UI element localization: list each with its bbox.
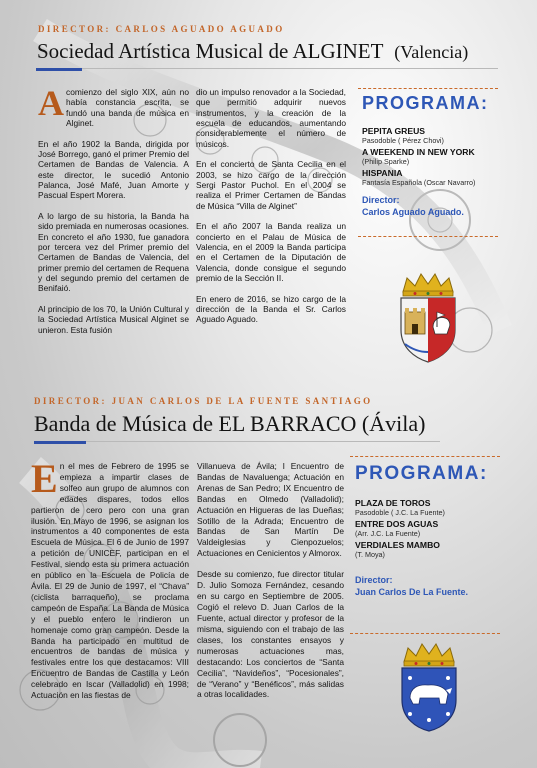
program-item: A WEEKEND IN NEW YORK (Philip Sparke) bbox=[362, 147, 475, 166]
section2-col2-para: Villanueva de Ávila; I Encuentro de Bandas de Navaluenga; Actuación en Arenas de San Pedro; IX Encuentro de Bandas en Olmedo (Valladolid); Actuación en Higueras de las Dueñas; Sotillo de la Adrada; Encuentro de Bandas de San Martín De Valdeiglesias y Cienpozuelos; Actuaciones en Cenicientos y Almorox. bbox=[197, 461, 344, 559]
section2-dropcap: E bbox=[31, 456, 58, 501]
section1-title-rule bbox=[36, 68, 498, 69]
section2-column-2 bbox=[197, 461, 344, 700]
section1-blue-accent bbox=[36, 68, 82, 71]
section1-col2-para: dio un impulso renovador a la Sociedad, que permitió adquirir nuevos instrumentos, y la creación de la escuela de educandos, aumentando considerablemente el número de músicos. bbox=[196, 87, 346, 149]
section1-program bbox=[362, 93, 502, 218]
section1-program-top-divider bbox=[358, 88, 498, 89]
section1-title bbox=[37, 39, 468, 64]
section1-director-line: DIRECTOR: CARLOS AGUADO AGUADO bbox=[38, 24, 285, 34]
section2-col2-para: Desde su comienzo, fue director titular D. Julio Somoza Fernández, cesando en su cargo en Septiembre de 2005. Cogió el relevo D. Juan Carlos de la Fuente, actual director y profesor de la misma, siguiendo con el trabajo de las clases, los constantes ensayos y numerosas actuaciones mas, destacando: Los conciertos de “Santa Cecilia”, “Navideños”, “Pocesionales”, de “Verano” y “Benéficos”, más salidas a otras localidades. bbox=[197, 569, 344, 700]
section1-col1-para: En el año 1902 la Banda, dirigida por José Borrego, ganó el primer Premio del Certamen de Bandas de Valencia. A este director, le sucedió Antonio Palanca, José Mafé, Juan Amorte y Pascual Espert Morera. bbox=[38, 138, 189, 201]
section1-col2-para: En enero de 2016, se hizo cargo de la dirección de la Banda el Sr. Carlos Aguado Aguado. bbox=[196, 293, 346, 325]
section1-col1-para: Al principio de los 70, la Unión Cultural y la Sociedad Artística Musical Alginet se unieron. Esta fusión bbox=[38, 304, 189, 335]
section2-program bbox=[355, 463, 505, 598]
section1-region: (Valencia) bbox=[394, 42, 469, 62]
program-item: VERDIALES MAMBO (T. Moya) bbox=[355, 540, 440, 559]
section1-dropcap: A bbox=[38, 83, 64, 123]
section2-title: Banda de Música de EL BARRACO (Ávila) bbox=[34, 411, 426, 436]
section1-col1-para: A lo largo de su historia, la Banda ha sido premiada en numerosas ocasiones. En concreto el año 1930, fue ganadora por tercera vez del Primer premio del Certamen de Bandas de Valencia, del primer premio del certamen de Requena y del segundo premio del certamen de Benifaió. bbox=[38, 211, 189, 294]
section1-col2-para: En el concierto de Santa Cecilia en el 2003, se hizo cargo de la dirección Sergi Pastor Puchol. En el 2004 se realiza el Primer Certamen de Bandas de Música “Villa de Alginet” bbox=[196, 159, 346, 211]
section1-column-1 bbox=[38, 83, 189, 335]
section1-col1-para: Acomienzo del siglo XIX, aún no había constancia escrita, se fundó una banda de música en Alginet. bbox=[38, 83, 189, 129]
section1-program-director: Director: Carlos Aguado Aguado. bbox=[362, 195, 464, 217]
section2-program-bottom-divider bbox=[350, 633, 500, 634]
section2-program-top-divider bbox=[350, 456, 500, 457]
program-item: PEPITA GREUS Pasodoble ( Pérez Chovi) bbox=[362, 126, 444, 145]
section2-program-director: Director: Juan Carlos De La Fuente. bbox=[355, 575, 469, 597]
section1-column-2 bbox=[196, 87, 346, 325]
section2-blue-accent bbox=[34, 441, 86, 444]
section1-col2-para: En el año 2007 la Banda realiza un concierto en el Palau de Música de Valencia, en el 2009 la Banda participa en el Certamen de la Diputación de Valencia, donde consigue el segundo premio de la Sección II. bbox=[196, 221, 346, 284]
el-barraco-coat-of-arms bbox=[396, 642, 462, 732]
program-item: ENTRE DOS AGUAS (Arr. J.C. La Fuente) bbox=[355, 519, 439, 538]
program-item: PLAZA DE TOROS Pasodoble ( J.C. La Fuente) bbox=[355, 498, 445, 517]
section1-program-heading: PROGRAMA: bbox=[362, 93, 489, 113]
section2-column-1 bbox=[31, 456, 189, 701]
program-item: HISPANIA Fantasía Española (Oscar Navarro) bbox=[362, 168, 476, 187]
section1-title-text: Sociedad Artística Musical de ALGINET bbox=[37, 39, 384, 63]
section2-director-line: DIRECTOR: JUAN CARLOS DE LA FUENTE SANTIAGO bbox=[34, 396, 373, 406]
section1-program-bottom-divider bbox=[358, 236, 498, 237]
section2-title-rule bbox=[34, 441, 440, 442]
section2-col1-para: En el mes de Febrero de 1995 se empieza a impartir clases de solfeo aun grupo de alumnos con edades dispares, todos ellos partieron de cero pero con una gran ilusión. En Mayo de 1996, se asignan los instrumentos a 40 componentes de esta Escuela de Música. El 6 de Junio de 1997 a petición de UNICEF, participan en el Festival, siendo esta su primera actuación en público en la Escuela de Policía de Ávila. El 29 de Junio de 1997, el “Chava” (ciclista barraqueño), se proclama campeón de España. La Banda de Música y el pueblo entero le rindieron un homenaje como gran campeón. Desde la Banda ha participado en multitud de encuentros de bandas de música y festivales entre los que destacamos: VIII Encuentro de Bandas de Castilla y León celebrado en Iscar (Valladolid) en 1998; Actuación en las fiestas de bbox=[31, 456, 189, 701]
section2-program-heading: PROGRAMA: bbox=[355, 463, 488, 484]
alginet-coat-of-arms bbox=[393, 272, 463, 364]
